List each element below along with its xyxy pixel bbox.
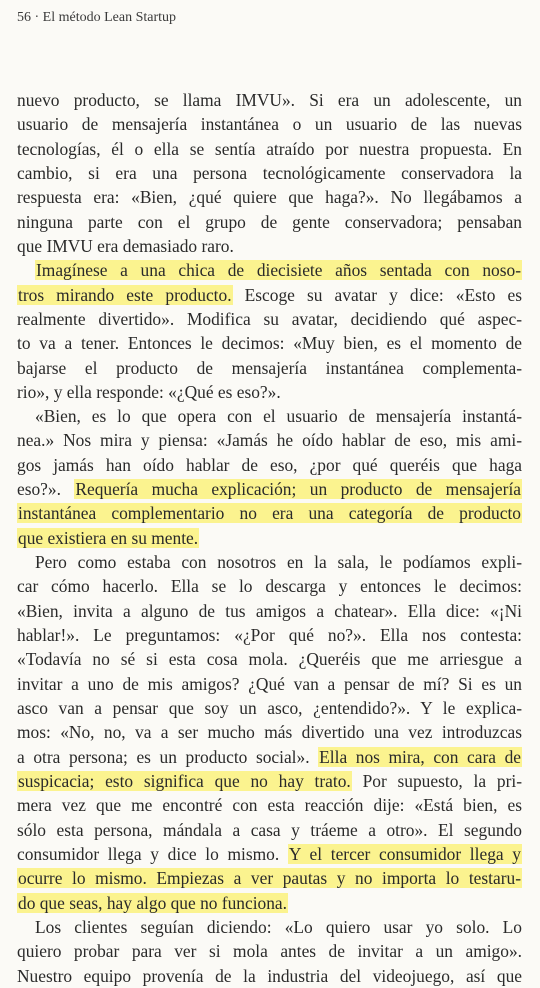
text-run: to va a tener. Entonces le decimos: «Muy bien, es el momento de [17, 333, 522, 353]
text-run: Los clientes seguían diciendo: «Lo quiero usar yo solo. Lo [35, 917, 522, 937]
text-run: cambio, si era una persona tecnológicamente conservadora la [17, 163, 522, 183]
highlighted-text: suspicacia; esto significa que no hay trato. [18, 771, 351, 791]
text-line [17, 842, 522, 866]
text-run: tecnologías, él o ella se sentía atraído por nuestra propuesta. En [17, 139, 522, 159]
text-line [17, 137, 522, 161]
text-run: sólo esta persona, mándala a casa y tráeme a otro». El segundo [17, 820, 522, 840]
text-line [17, 331, 522, 355]
text-line [17, 428, 522, 452]
text-run: Pero como estaba con nosotros en la sala, le podíamos expli- [35, 552, 522, 572]
text-line [17, 88, 522, 112]
text-run: quiero probar para ver si mola antes de invitar a un amigo». [17, 941, 522, 961]
text-run: «Bien, es lo que opera con el usuario de mensajería instantá- [35, 406, 522, 426]
text-line [17, 818, 522, 842]
text-line [17, 501, 522, 525]
highlighted-text: que existiera en su mente. [18, 528, 199, 548]
text-line [17, 307, 522, 331]
text-line [17, 574, 522, 598]
highlighted-text: Requería mucha explicación; un producto de mensajería [75, 479, 521, 499]
text-run: que IMVU era demasiado raro. [17, 236, 234, 256]
highlighted-text: do que seas, hay algo que no funciona. [18, 893, 287, 913]
text-line [17, 720, 522, 744]
highlighted-text: ocurre lo mismo. Empiezas a ver pautas y no importa lo testaru- [18, 868, 521, 888]
text-run: «Todavía no sé si esta cosa mola. ¿Queréis que me arriesgue a [17, 649, 522, 669]
text-line [17, 745, 522, 769]
text-run: car cómo hacerlo. Ella se lo descarga y entonces le decimos: [17, 576, 522, 596]
text-line [17, 696, 522, 720]
text-run: Nuestro equipo provenía de la industria del videojuego, así que [17, 966, 522, 986]
text-line [35, 404, 522, 428]
highlighted-text: instantánea complementario no era una categoría de producto [18, 503, 521, 523]
text-line [17, 939, 522, 963]
text-line [17, 672, 522, 696]
text-line [17, 185, 522, 209]
text-run: mera vez que me encontré con esta reacción dije: «Está bien, es [17, 795, 522, 815]
text-run: asco van a pensar que soy un asco, ¿entendido?». Y le explica- [17, 698, 522, 718]
text-line [17, 964, 522, 988]
text-line [35, 550, 522, 574]
highlighted-text: Ella nos mira, con cara de [319, 747, 521, 767]
text-run: mos: «No, no, va a ser mucho más divertido una vez introduzcas [17, 722, 522, 742]
text-run: nea.» Nos mira y piensa: «Jamás he oído hablar de eso, mis ami- [17, 430, 522, 450]
text-line [17, 891, 522, 915]
text-line [17, 234, 522, 258]
text-line [17, 283, 522, 307]
text-line [17, 793, 522, 817]
text-run: Escoge su avatar y dice: «Esto es [232, 285, 522, 305]
text-line [35, 258, 522, 282]
text-line [17, 112, 522, 136]
text-run: bajarse el producto de mensajería instantánea complementa- [17, 358, 522, 378]
text-line [17, 380, 522, 404]
text-run: usuario de mensajería instantánea o un usuario de las nuevas [17, 114, 522, 134]
text-line [17, 210, 522, 234]
text-line [17, 356, 522, 380]
text-line [17, 161, 522, 185]
text-line [17, 769, 522, 793]
text-run: Por supuesto, la pri- [351, 771, 522, 791]
text-line [17, 866, 522, 890]
text-line [17, 526, 522, 550]
text-run: nuevo producto, se llama IMVU». Si era un adolescente, un [17, 90, 522, 110]
text-run: consumidor llega y dice lo mismo. [17, 844, 288, 864]
highlighted-text: tros mirando este producto. [18, 285, 232, 305]
highlighted-text: Y el tercer consumidor llega y [288, 844, 521, 864]
text-run: hablar!». Le preguntamos: «¿Por qué no?». Ella nos contesta: [17, 625, 522, 645]
text-line [17, 647, 522, 671]
text-run: respuesta era: «Bien, ¿qué quiere que haga?». No llegábamos a [17, 187, 522, 207]
running-header: 56 · El método Lean Startup [17, 10, 177, 25]
text-line [17, 477, 522, 501]
text-run: eso?». [17, 479, 75, 499]
text-run: realmente divertido». Modifica su avatar, decidiendo qué aspec- [17, 309, 522, 329]
text-run: rio», y ella responde: «¿Qué es eso?». [17, 382, 281, 402]
text-line [17, 453, 522, 477]
text-run: a otra persona; es un producto social». [17, 747, 319, 767]
text-run: invitar a uno de mis amigos? ¿Qué van a pensar de mí? Si es un [17, 674, 522, 694]
text-line [17, 599, 522, 623]
text-run: «Bien, invita a alguno de tus amigos a chatear». Ella dice: «¡Ni [17, 601, 522, 621]
text-line [35, 915, 522, 939]
text-run: gos jamás han oído hablar de eso, ¿por qué queréis que haga [17, 455, 522, 475]
highlighted-text: Imagínese a una chica de diecisiete años sentada con noso- [36, 260, 521, 280]
text-run: ninguna parte con el grupo de gente conservadora; pensaban [17, 212, 522, 232]
text-line [17, 623, 522, 647]
